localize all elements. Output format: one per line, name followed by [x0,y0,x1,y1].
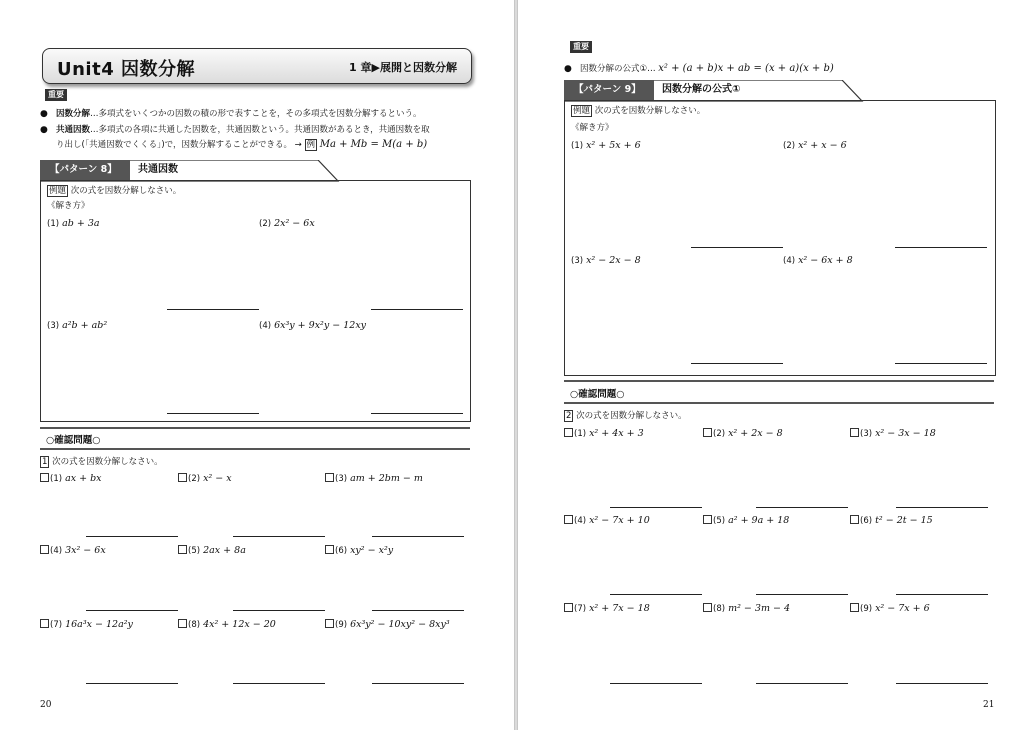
note-common-factor-cont [56,139,427,151]
checkbox[interactable] [40,545,49,554]
check-problem: (4) 3x² − 6x [40,545,106,557]
note-common-factor [40,124,430,136]
example-label: 例題 [49,186,67,196]
check-instruction-line [40,457,163,468]
formula-label: 因数分解の公式①… [579,64,656,74]
section-rule [564,380,994,382]
check-heading: ○確認問題○ [570,389,625,400]
checkbox[interactable] [40,619,49,628]
note-text: り出し(「共通因数でくくる」)で，因数分解することができる。 → [56,140,302,150]
check-problem: (5) a² + 9a + 18 [703,515,789,527]
question-number: 1 [42,457,48,467]
answer-line [86,683,178,684]
example-problem: (3) x² − 2x − 8 [571,255,641,266]
pattern8-number: 【パターン 8】 [50,164,117,175]
check-problem: (7) 16a³x − 12a²y [40,619,133,631]
answer-line [372,536,464,537]
bullet-icon: ● [40,109,48,119]
formula: x² + (a + b)x + ab = (x + a)(x + b) [658,63,834,74]
answer-line [691,363,783,364]
instruction: 次の式を因数分解しなさい。 [52,457,163,467]
checkbox[interactable] [703,515,712,524]
example-problem: (1) ab + 3a [47,218,100,229]
check-problem: (2) x² + 2x − 8 [703,428,783,440]
section-rule [564,402,994,404]
instruction: 次の式を因数分解しなさい。 [594,106,706,116]
answer-line [86,610,178,611]
check-problem: (9) 6x³y² − 10xy² − 8xy³ [325,619,450,631]
note-label: 共通因数 [55,125,90,135]
answer-line [167,413,259,414]
example-problem: (1) x² + 5x + 6 [571,140,641,151]
pattern8-title: 共通因数 [138,164,178,175]
answer-line [86,536,178,537]
check-problem: (6) xy² − x²y [325,545,393,557]
example-problem: (4) x² − 6x + 8 [783,255,853,266]
instruction: 次の式を因数分解しなさい。 [576,411,687,421]
answer-line [896,683,988,684]
checkbox[interactable] [178,473,187,482]
answer-line [372,610,464,611]
section-rule [40,448,470,450]
checkbox[interactable] [40,473,49,482]
check-problem: (2) x² − x [178,473,232,485]
checkbox[interactable] [325,619,334,628]
check-heading: ○確認問題○ [46,435,101,446]
bullet-icon: ● [564,64,572,74]
answer-line [167,309,259,310]
section-rule [40,427,470,429]
checkbox[interactable] [178,619,187,628]
checkbox[interactable] [178,545,187,554]
checkbox[interactable] [703,428,712,437]
page-number: 20 [40,700,52,710]
chapter-label: 1 章▶展開と因数分解 [349,61,457,74]
check-instruction-line [564,411,687,422]
example-badge: 例 [306,140,316,150]
example-line [571,106,705,117]
check-problem: (3) x² − 3x − 18 [850,428,936,440]
example-line [47,186,181,197]
answer-line [756,683,848,684]
check-problem: (7) x² + 7x − 18 [564,603,650,615]
important-badge: 重要 [570,41,592,53]
checkbox[interactable] [564,428,573,437]
checkbox[interactable] [325,545,334,554]
answer-line [233,683,325,684]
check-problem: (1) ax + bx [40,473,102,485]
page-number: 21 [983,700,995,710]
check-problem: (1) x² + 4x + 3 [564,428,644,440]
pattern8-box [40,180,471,422]
answer-line [610,683,702,684]
solve-label: 《解き方》 [571,123,614,133]
formula-line [564,63,834,75]
example-problem: (2) 2x² − 6x [259,218,315,229]
answer-line [233,536,325,537]
answer-line [233,610,325,611]
check-problem: (3) am + 2bm − m [325,473,423,485]
check-problem: (5) 2ax + 8a [178,545,246,557]
checkbox[interactable] [325,473,334,482]
question-number: 2 [566,411,572,421]
pattern9-title: 因数分解の公式① [662,84,741,95]
check-problem: (4) x² − 7x + 10 [564,515,650,527]
checkbox[interactable] [703,603,712,612]
answer-line [691,247,783,248]
answer-line [610,594,702,595]
right-page [518,0,1024,730]
example-problem: (4) 6x³y + 9x²y − 12xy [259,320,367,331]
unit-header [42,48,472,84]
answer-line [371,309,463,310]
pattern9-tab [564,80,864,102]
answer-line [756,594,848,595]
answer-line [371,413,463,414]
unit-title: Unit4 因数分解 [57,59,195,80]
note-text: …多項式の各項に共通した因数を，共通因数という。共通因数があるとき，共通因数を取 [89,125,430,135]
answer-line [895,247,987,248]
note-factorization [40,108,422,120]
check-problem: (6) t² − 2t − 15 [850,515,933,527]
answer-line [895,363,987,364]
solve-label: 《解き方》 [47,201,90,211]
pattern8-tab [40,160,340,182]
check-problem: (9) x² − 7x + 6 [850,603,930,615]
check-problem: (8) 4x² + 12x − 20 [178,619,276,631]
important-badge: 重要 [45,89,67,101]
example-label: 例題 [573,106,591,116]
answer-line [372,683,464,684]
bullet-icon: ● [40,125,48,135]
checkbox[interactable] [564,603,573,612]
answer-line [756,507,848,508]
pattern9-box [564,100,996,376]
checkbox[interactable] [564,515,573,524]
pattern9-number: 【パターン 9】 [574,84,641,95]
answer-line [896,594,988,595]
checkbox[interactable] [850,603,859,612]
checkbox[interactable] [850,515,859,524]
note-text: …多項式をいくつかの因数の積の形で表すことを，その多項式を因数分解するという。 [89,109,422,119]
answer-line [610,507,702,508]
instruction: 次の式を因数分解しなさい。 [70,186,182,196]
note-label: 因数分解 [55,109,90,119]
example-formula: Ma + Mb = M(a + b) [319,139,428,150]
example-problem: (3) a²b + ab² [47,320,108,331]
example-problem: (2) x² + x − 6 [783,140,847,151]
answer-line [896,507,988,508]
check-problem: (8) m² − 3m − 4 [703,603,790,615]
checkbox[interactable] [850,428,859,437]
